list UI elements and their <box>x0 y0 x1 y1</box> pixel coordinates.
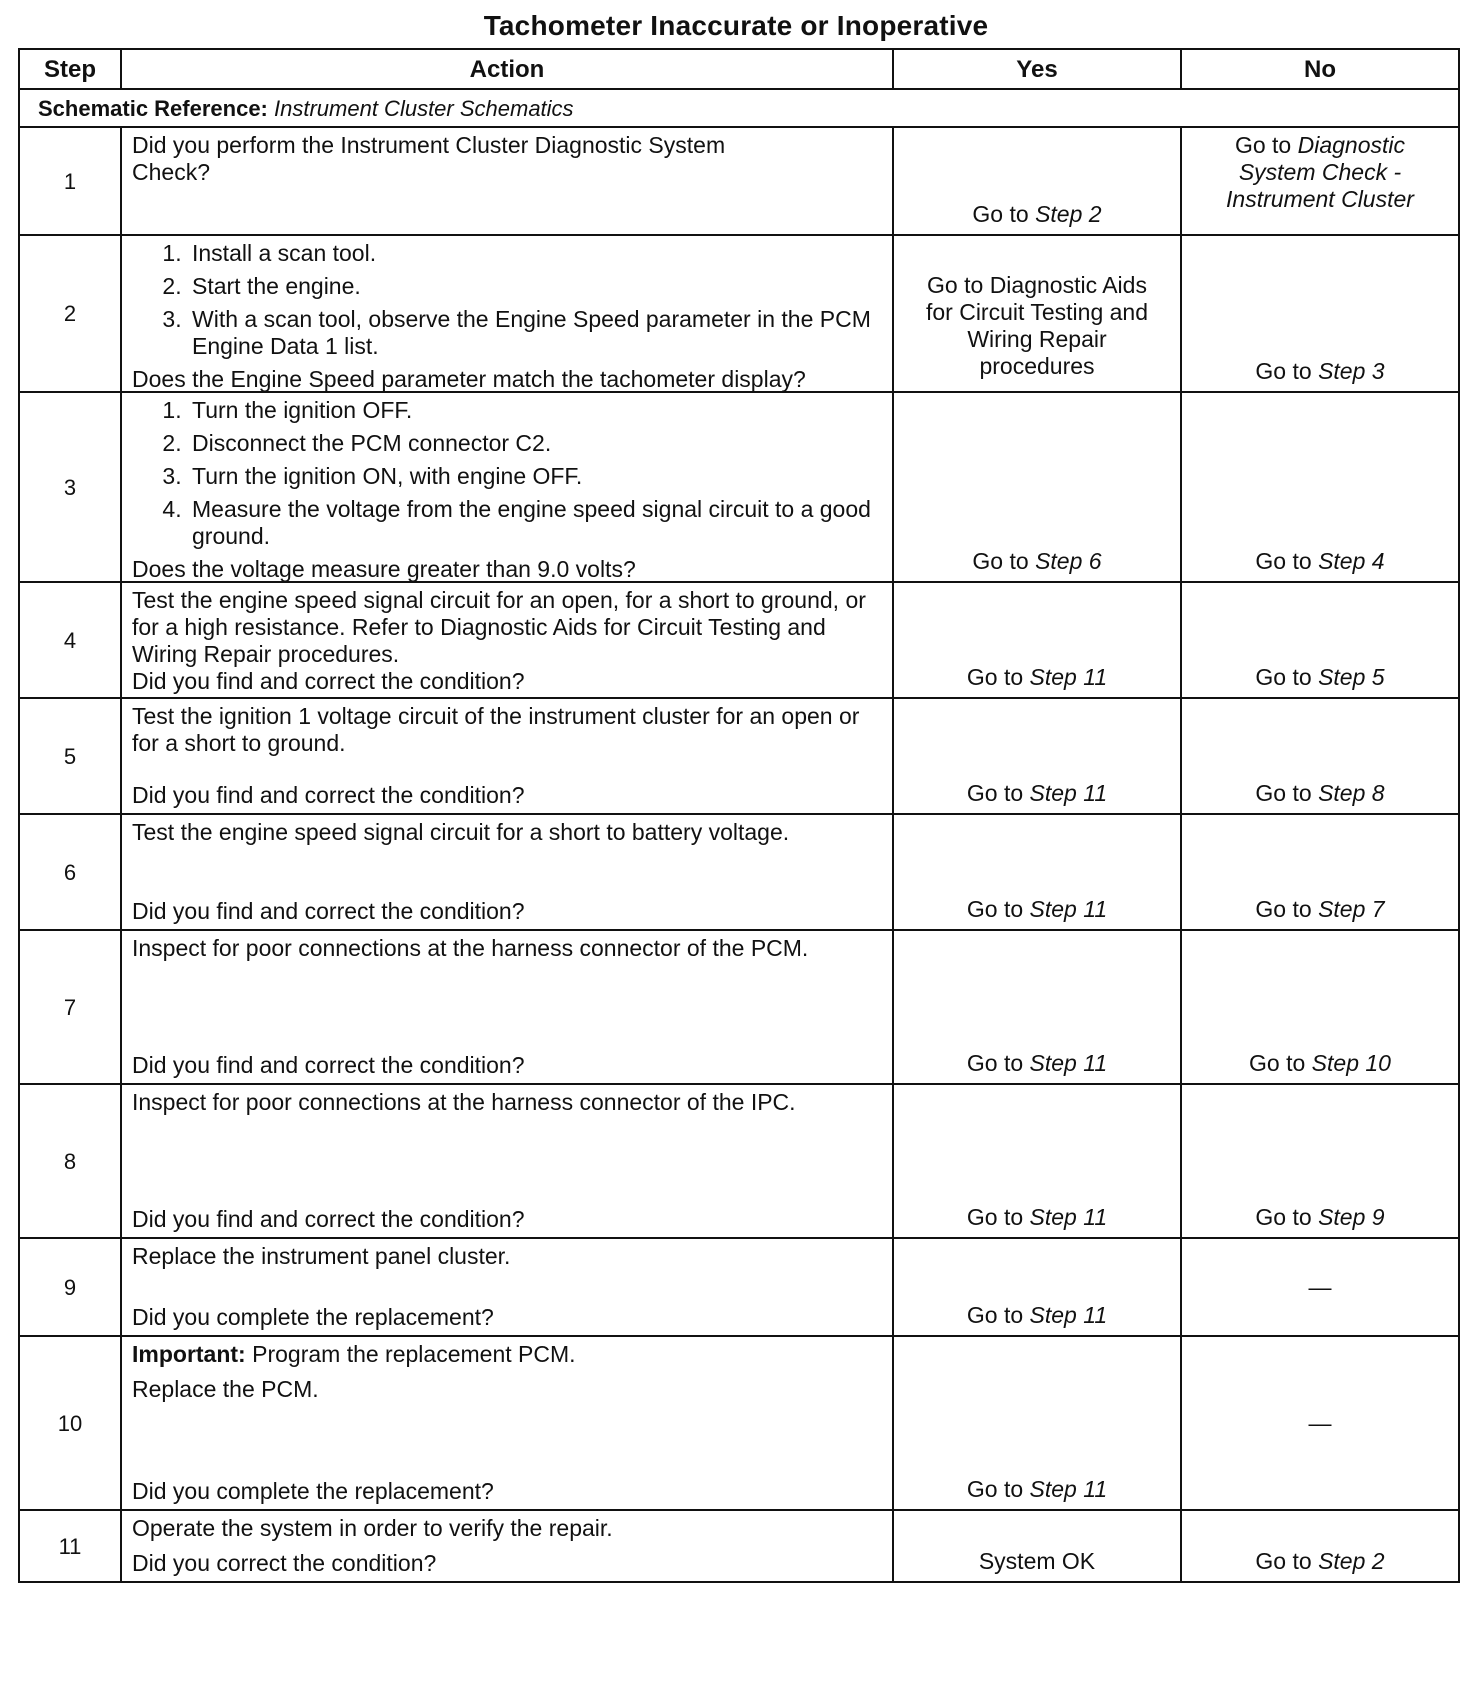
yes-text: Go to <box>966 1050 1024 1076</box>
important-label: Important: <box>132 1341 246 1367</box>
no-text: Go to <box>1255 358 1312 384</box>
no-text: Go to <box>1255 1204 1312 1230</box>
no-cell <box>1181 127 1459 235</box>
yes-cell <box>893 930 1181 1084</box>
no-text: Go to <box>1255 896 1312 922</box>
table-row <box>19 814 1459 930</box>
step-number: 4 <box>19 582 121 698</box>
action-text: Test the ignition 1 voltage circuit of the instrument cluster for an open or for a short to ground. <box>132 703 860 756</box>
table-row <box>19 930 1459 1084</box>
action-cell <box>121 582 893 698</box>
action-cell <box>121 235 893 392</box>
action-cell <box>121 392 893 582</box>
table-row <box>19 235 1459 392</box>
schematic-row <box>19 89 1459 127</box>
yes-cell <box>893 814 1181 930</box>
action-question: Did you complete the replacement? <box>132 1478 494 1504</box>
action-item: 2. Start the engine. <box>188 273 882 300</box>
yes-text: System OK <box>978 1548 1096 1574</box>
header-action: Action <box>121 49 893 89</box>
important-text: Program the replacement PCM. <box>252 1341 576 1367</box>
no-cell <box>1181 814 1459 930</box>
table-row <box>19 1336 1459 1510</box>
step-number: 3 <box>19 392 121 582</box>
yes-step-link: Step 6 <box>1035 548 1102 574</box>
no-text: Go to <box>1255 1548 1312 1574</box>
no-text: Go to <box>1255 548 1312 574</box>
step-number: 9 <box>19 1238 121 1336</box>
no-cell <box>1181 582 1459 698</box>
action-item: 1. Turn the ignition OFF. <box>188 397 882 424</box>
no-cell <box>1181 1336 1459 1510</box>
step-number: 7 <box>19 930 121 1084</box>
action-cell <box>121 1336 893 1510</box>
action-question: Did you correct the condition? <box>132 1550 437 1576</box>
yes-step-link: Step 11 <box>1029 1050 1108 1076</box>
action-text: Replace the PCM. <box>132 1376 319 1402</box>
schematic-reference <box>19 89 1459 127</box>
action-question: Did you find and correct the condition? <box>132 1206 525 1232</box>
step-number: 11 <box>19 1510 121 1582</box>
yes-cell <box>893 127 1181 235</box>
yes-cell <box>893 698 1181 814</box>
yes-cell <box>893 582 1181 698</box>
header-no: No <box>1181 49 1459 89</box>
yes-step-link: Step 2 <box>1035 201 1102 227</box>
action-item: 3. Turn the ignition ON, with engine OFF. <box>188 463 882 490</box>
no-cell <box>1181 698 1459 814</box>
no-text: Go to <box>1255 664 1312 690</box>
header-step: Step <box>19 49 121 89</box>
action-cell <box>121 930 893 1084</box>
step-number: 8 <box>19 1084 121 1238</box>
no-step-link: Step 5 <box>1318 664 1385 690</box>
action-item: 1. Install a scan tool. <box>188 240 882 267</box>
action-cell <box>121 1238 893 1336</box>
no-step-link: Step 7 <box>1318 896 1385 922</box>
action-text: Test the engine speed signal circuit for an open, for a short to ground, or for a high resistance. Refer to Diagnostic Aids for Circuit Testing and Wiring Repair procedures. <box>132 587 866 667</box>
yes-text: Go to <box>966 1302 1024 1328</box>
no-step-link: Step 3 <box>1318 358 1385 384</box>
yes-text: Go to <box>966 780 1024 806</box>
no-step-link: Step 8 <box>1318 780 1385 806</box>
yes-cell <box>893 1238 1181 1336</box>
yes-cell <box>893 235 1181 392</box>
yes-text: Go to <box>966 1476 1024 1502</box>
yes-cell <box>893 1510 1181 1582</box>
action-cell <box>121 1510 893 1582</box>
yes-text: Go to <box>966 896 1024 922</box>
no-text: Go to <box>1255 780 1312 806</box>
table-row <box>19 1510 1459 1582</box>
yes-text: Go to <box>966 664 1024 690</box>
no-step-link: Diagnostic System Check - Instrument Cluster <box>1226 132 1414 212</box>
table-row <box>19 1238 1459 1336</box>
yes-step-link: Step 11 <box>1029 1302 1108 1328</box>
yes-text: Go to <box>966 1204 1024 1230</box>
no-cell <box>1181 1084 1459 1238</box>
diagnostic-table <box>18 48 1460 1583</box>
schematic-label: Schematic Reference: <box>38 95 268 121</box>
action-item: 4. Measure the voltage from the engine speed signal circuit to a good ground. <box>188 496 882 550</box>
table-row <box>19 392 1459 582</box>
yes-cell <box>893 1336 1181 1510</box>
no-text: Go to <box>1249 1050 1306 1076</box>
yes-text: Go to <box>972 201 1029 227</box>
action-item: 2. Disconnect the PCM connector C2. <box>188 430 882 457</box>
yes-text: Go to <box>972 548 1029 574</box>
no-text: Go to <box>1234 132 1292 158</box>
no-cell <box>1181 392 1459 582</box>
yes-step-link: Step 11 <box>1029 896 1108 922</box>
yes-step-link: Step 11 <box>1029 1476 1108 1502</box>
action-question: Does the Engine Speed parameter match the tachometer display? <box>132 366 806 392</box>
action-question: Did you find and correct the condition? <box>132 668 525 694</box>
action-text: Inspect for poor connections at the harness connector of the PCM. <box>132 935 809 961</box>
step-number: 6 <box>19 814 121 930</box>
table-row <box>19 582 1459 698</box>
yes-text: Go to Diagnostic Aids for Circuit Testing and Wiring Repair procedures <box>925 272 1148 379</box>
action-cell <box>121 127 893 235</box>
action-question: Did you find and correct the condition? <box>132 898 525 924</box>
table-row <box>19 698 1459 814</box>
no-step-link: Step 10 <box>1311 1050 1391 1076</box>
action-question: Did you find and correct the condition? <box>132 1052 525 1078</box>
action-question: Did you complete the replacement? <box>132 1304 494 1330</box>
action-text: Operate the system in order to verify the repair. <box>132 1515 613 1541</box>
table-row <box>19 1084 1459 1238</box>
step-number: 1 <box>19 127 121 235</box>
action-question: Does the voltage measure greater than 9.0 volts? <box>132 556 636 582</box>
action-text: Replace the instrument panel cluster. <box>132 1243 511 1269</box>
step-number: 2 <box>19 235 121 392</box>
yes-cell <box>893 392 1181 582</box>
no-cell <box>1181 930 1459 1084</box>
step-number: 10 <box>19 1336 121 1510</box>
action-text: Did you perform the Instrument Cluster Diagnostic System Check? <box>132 132 726 185</box>
header-row <box>19 49 1459 89</box>
no-cell <box>1181 235 1459 392</box>
page-title: Tachometer Inaccurate or Inoperative <box>483 10 989 41</box>
action-text: Inspect for poor connections at the harness connector of the IPC. <box>132 1089 796 1115</box>
no-step-link: Step 4 <box>1318 548 1385 574</box>
no-dash: — <box>1308 1273 1332 1300</box>
action-cell <box>121 1084 893 1238</box>
action-item: 3. With a scan tool, observe the Engine Speed parameter in the PCM Engine Data 1 list. <box>188 306 882 360</box>
schematic-value: Instrument Cluster Schematics <box>274 95 574 121</box>
step-number: 5 <box>19 698 121 814</box>
no-step-link: Step 2 <box>1318 1548 1385 1574</box>
action-cell <box>121 698 893 814</box>
action-cell <box>121 814 893 930</box>
header-yes: Yes <box>893 49 1181 89</box>
no-dash: — <box>1308 1409 1332 1436</box>
no-cell <box>1181 1238 1459 1336</box>
yes-step-link: Step 11 <box>1029 664 1108 690</box>
action-text: Test the engine speed signal circuit for a short to battery voltage. <box>132 819 790 845</box>
no-step-link: Step 9 <box>1318 1204 1385 1230</box>
table-row <box>19 127 1459 235</box>
action-question: Did you find and correct the condition? <box>132 782 525 808</box>
no-cell <box>1181 1510 1459 1582</box>
yes-cell <box>893 1084 1181 1238</box>
yes-step-link: Step 11 <box>1029 780 1108 806</box>
yes-step-link: Step 11 <box>1029 1204 1108 1230</box>
